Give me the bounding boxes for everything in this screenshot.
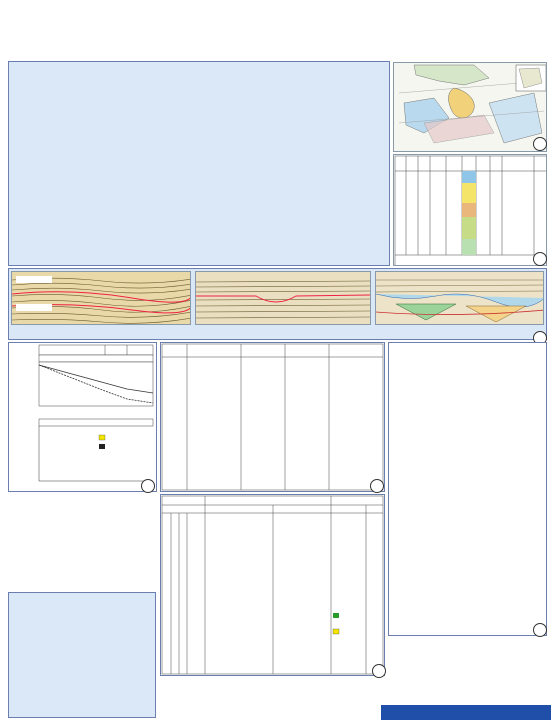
- seismic-profile-a: [11, 271, 191, 325]
- fig5-slope-break-belts: [160, 342, 385, 492]
- fig4-subsidence-history: [8, 342, 157, 492]
- fig7-badge: [372, 664, 386, 678]
- fig6-badge: [533, 623, 547, 637]
- seismic-profile-c: [375, 271, 544, 325]
- fig1-badge: [533, 137, 547, 151]
- email-banner: [381, 705, 551, 720]
- subsidence-chart-svg: [9, 343, 156, 491]
- fig3-seismic-panel: [8, 268, 547, 340]
- conclusions-panel: [8, 592, 156, 718]
- study-area-map-svg: [394, 63, 547, 152]
- fig7-tectonic-control: [160, 494, 385, 676]
- seismic-profile-b: [195, 271, 371, 325]
- abstract-panel: [8, 61, 390, 266]
- fig7-svg: [161, 495, 384, 675]
- fig5-badge: [370, 479, 384, 493]
- stratigraphic-table-svg: [394, 155, 547, 266]
- slope-break-table-svg: [161, 343, 384, 491]
- seismic-c-svg: [376, 272, 544, 325]
- fig1-study-area-map: [393, 62, 547, 152]
- fig2-badge: [533, 252, 547, 266]
- seismic-b-svg: [196, 272, 371, 325]
- fig4-badge: [141, 479, 155, 493]
- sequence-types-svg: [389, 343, 546, 635]
- fig2-stratigraphic-division: [393, 154, 547, 266]
- poster-header: [0, 0, 554, 64]
- seismic-a-svg: [12, 272, 191, 325]
- fig6-sequence-types: [388, 342, 547, 636]
